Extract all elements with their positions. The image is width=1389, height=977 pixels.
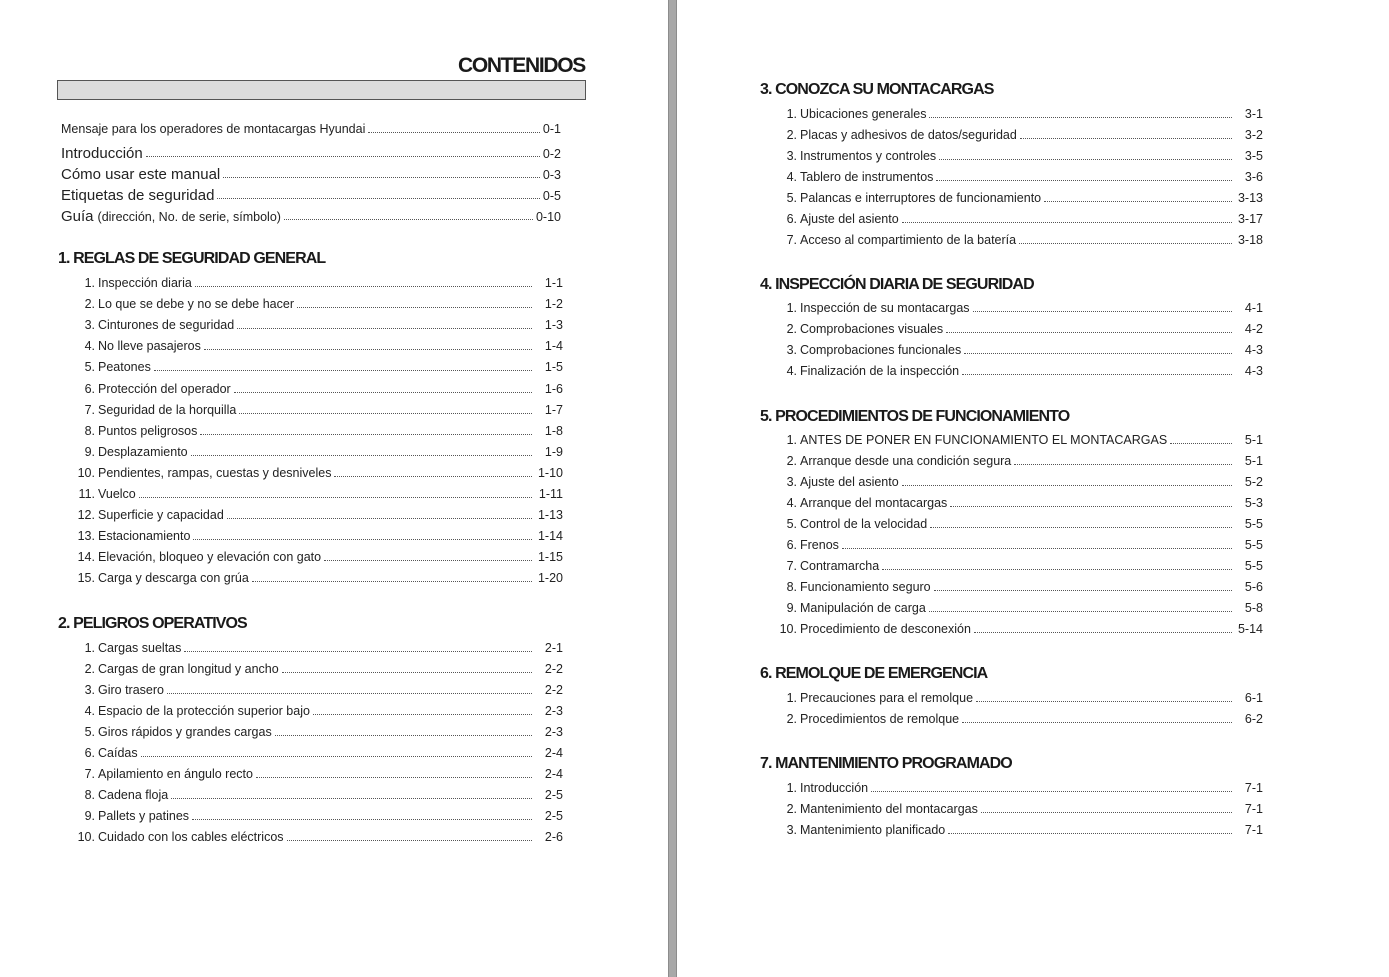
page-number: 6-2 (1244, 712, 1263, 726)
toc-entry[interactable] (65, 746, 563, 760)
entry-label: Superficie y capacidad (98, 508, 224, 522)
page-number: 1-4 (544, 339, 563, 353)
entry-label: Procedimiento de desconexión (800, 622, 971, 636)
dot-leader (297, 307, 532, 308)
page-number: 5-2 (1244, 475, 1263, 489)
page-number: 7-1 (1244, 802, 1263, 816)
toc-entry[interactable] (65, 704, 563, 718)
entry-label: Pendientes, rampas, cuestas y desniveles (98, 466, 332, 480)
entry-label: Lo que se debe y no se debe hacer (98, 297, 294, 311)
dot-leader (882, 569, 1232, 570)
toc-entry[interactable] (767, 454, 1263, 468)
entry-label: Protección del operador (98, 382, 231, 396)
dot-leader (936, 180, 1232, 181)
page-number: 7-1 (1244, 823, 1263, 837)
dot-leader (964, 353, 1232, 354)
entry-number: 2. (84, 297, 95, 311)
dot-leader (902, 485, 1232, 486)
entry-number: 5. (786, 191, 797, 205)
toc-entry[interactable] (767, 433, 1263, 447)
page-number: 1-8 (544, 424, 563, 438)
toc-entry[interactable] (767, 212, 1263, 226)
toc-entry[interactable] (65, 339, 563, 353)
dot-leader (313, 714, 532, 715)
dot-leader (284, 219, 533, 220)
dot-leader (871, 791, 1232, 792)
dot-leader (930, 527, 1232, 528)
entry-number: 1. (786, 691, 797, 705)
page-number: 4-2 (1244, 322, 1263, 336)
toc-entry[interactable] (65, 809, 563, 823)
entry-number: 4. (786, 170, 797, 184)
entry-number: 1. (84, 641, 95, 655)
page-number: 5-5 (1244, 559, 1263, 573)
entry-label: Cargas de gran longitud y ancho (98, 662, 279, 676)
entry-number: 6. (786, 212, 797, 226)
entry-label: Ubicaciones generales (800, 107, 927, 121)
entry-label: Precauciones para el remolque (800, 691, 974, 705)
dot-leader (929, 611, 1232, 612)
page-number: 1-13 (537, 508, 563, 522)
dot-leader (934, 590, 1232, 591)
entry-label: Comprobaciones funcionales (800, 343, 962, 357)
toc-entry[interactable] (767, 107, 1263, 121)
page-number: 2-5 (544, 809, 563, 823)
page-number: 1-5 (544, 360, 563, 374)
entry-label: Placas y adhesivos de datos/seguridad (800, 128, 1017, 142)
entry-number: 9. (84, 809, 95, 823)
entry-number: 9. (84, 445, 95, 459)
entry-number: 5. (84, 360, 95, 374)
toc-entry[interactable] (767, 343, 1263, 357)
entry-label: Cuidado con los cables eléctricos (98, 830, 284, 844)
toc-entry[interactable] (65, 788, 563, 802)
toc-entry[interactable] (767, 802, 1263, 816)
page-number: 4-3 (1244, 343, 1263, 357)
entry-label: Cómo usar este manual (61, 166, 221, 183)
dot-leader (962, 722, 1232, 723)
section-heading: 4. INSPECCIÓN DIARIA DE SEGURIDAD (760, 276, 1034, 293)
page-number: 2-4 (544, 746, 563, 760)
entry-label: Introducción (800, 781, 869, 795)
page-number: 3-18 (1237, 233, 1263, 247)
toc-entry[interactable] (767, 475, 1263, 489)
toc-entry[interactable] (767, 301, 1263, 315)
page-number: 1-15 (537, 550, 563, 564)
page-number: 5-1 (1244, 454, 1263, 468)
dot-leader (275, 735, 532, 736)
toc-entry[interactable] (767, 781, 1263, 795)
dot-leader (193, 539, 532, 540)
page-number: 3-13 (1237, 191, 1263, 205)
toc-entry[interactable] (65, 683, 563, 697)
dot-leader (929, 117, 1232, 118)
page-number: 0-10 (535, 210, 561, 224)
toc-entry[interactable] (65, 276, 563, 290)
entry-number: 11. (78, 487, 95, 501)
toc-entry[interactable] (65, 297, 563, 311)
entry-number: 6. (84, 382, 95, 396)
entry-label: Giros rápidos y grandes cargas (98, 725, 272, 739)
entry-number: 1. (786, 301, 797, 315)
entry-label: Mantenimiento planificado (800, 823, 946, 837)
entry-number: 8. (786, 580, 797, 594)
entry-number: 3. (84, 318, 95, 332)
toc-entry[interactable] (767, 691, 1263, 705)
page-number: 5-1 (1244, 433, 1263, 447)
entry-label: Procedimientos de remolque (800, 712, 960, 726)
toc-entry[interactable] (65, 466, 563, 480)
page-number: 1-1 (544, 276, 563, 290)
toc-entry[interactable] (61, 187, 561, 204)
page-number: 2-6 (544, 830, 563, 844)
toc-entry[interactable] (767, 538, 1263, 552)
entry-label: Pallets y patines (98, 809, 190, 823)
page-number: 1-11 (538, 487, 563, 501)
page-number: 1-7 (544, 403, 563, 417)
toc-entry[interactable] (65, 318, 563, 332)
page-number: 3-2 (1244, 128, 1263, 142)
entry-number: 10. (77, 830, 95, 844)
entry-label: Desplazamiento (98, 445, 188, 459)
toc-entry[interactable] (65, 360, 563, 374)
dot-leader (139, 497, 532, 498)
page-number: 1-2 (544, 297, 563, 311)
section-heading: 1. REGLAS DE SEGURIDAD GENERAL (58, 250, 326, 267)
page-number: 0-5 (542, 189, 561, 203)
toc-entry[interactable] (65, 382, 563, 396)
entry-number: 9. (786, 601, 797, 615)
entry-number: 3. (786, 475, 797, 489)
page-divider (668, 0, 677, 977)
entry-number: 2. (786, 802, 797, 816)
dot-leader (239, 413, 532, 414)
dot-leader (282, 672, 532, 673)
page-number: 1-10 (537, 466, 563, 480)
toc-entry[interactable] (61, 145, 561, 162)
toc-entry[interactable] (767, 496, 1263, 510)
dot-leader (973, 311, 1232, 312)
entry-number: 7. (84, 403, 95, 417)
entry-label: ANTES DE PONER EN FUNCIONAMIENTO EL MONTACARGAS (800, 433, 1168, 447)
toc-entry[interactable] (767, 559, 1263, 573)
page-number: 2-3 (544, 704, 563, 718)
entry-label: Giro trasero (98, 683, 164, 697)
entry-label: Acceso al compartimiento de la batería (800, 233, 1017, 247)
entry-label: Finalización de la inspección (800, 364, 960, 378)
dot-leader (1019, 243, 1232, 244)
dot-leader (234, 392, 532, 393)
dot-leader (191, 455, 532, 456)
page-number: 2-5 (544, 788, 563, 802)
toc-entry[interactable] (65, 830, 563, 844)
entry-label: Elevación, bloqueo y elevación con gato (98, 550, 322, 564)
page-number: 3-6 (1244, 170, 1263, 184)
entry-number: 10. (779, 622, 797, 636)
dot-leader (1020, 138, 1232, 139)
entry-number: 3. (786, 149, 797, 163)
section-heading: 7. MANTENIMIENTO PROGRAMADO (760, 755, 1012, 772)
toc-entry[interactable] (65, 550, 563, 564)
toc-entry[interactable] (767, 823, 1263, 837)
entry-number: 4. (84, 704, 95, 718)
section-heading: 6. REMOLQUE DE EMERGENCIA (760, 665, 988, 682)
section-heading: 3. CONOZCA SU MONTACARGAS (760, 81, 994, 98)
entry-number: 7. (786, 233, 797, 247)
dot-leader (976, 701, 1232, 702)
dot-leader (223, 177, 540, 178)
toc-entry[interactable] (65, 508, 563, 522)
entry-label: Instrumentos y controles (800, 149, 937, 163)
page-number: 2-1 (544, 641, 563, 655)
toc-entry[interactable] (65, 725, 563, 739)
entry-number: 7. (84, 767, 95, 781)
entry-number: 8. (84, 788, 95, 802)
toc-entry[interactable] (65, 445, 563, 459)
toc-entry[interactable] (767, 233, 1263, 247)
page-number: 2-4 (544, 767, 563, 781)
dot-leader (842, 548, 1232, 549)
entry-label: Inspección de su montacargas (800, 301, 970, 315)
toc-entry[interactable] (65, 403, 563, 417)
entry-number: 2. (786, 712, 797, 726)
section-heading: 5. PROCEDIMIENTOS DE FUNCIONAMIENTO (760, 408, 1070, 425)
entry-number: 12. (77, 508, 95, 522)
entry-number: 1. (786, 781, 797, 795)
entry-number: 1. (786, 107, 797, 121)
section-heading: 2. PELIGROS OPERATIVOS (58, 615, 247, 632)
toc-entry[interactable] (767, 580, 1263, 594)
dot-leader (368, 132, 540, 133)
page-number: 5-5 (1244, 538, 1263, 552)
toc-entry[interactable] (65, 571, 563, 585)
entry-number: 8. (84, 424, 95, 438)
toc-entry[interactable] (767, 622, 1263, 636)
entry-label: Tablero de instrumentos (800, 170, 934, 184)
entry-number: 3. (84, 683, 95, 697)
entry-label: Peatones (98, 360, 151, 374)
entry-number: 14. (77, 550, 95, 564)
entry-number: 4. (786, 364, 797, 378)
entry-label: Mantenimiento del montacargas (800, 802, 978, 816)
page-number: 0-1 (542, 122, 561, 136)
entry-label: Mensaje para los operadores de montacargas Hyundai (61, 122, 366, 136)
dot-leader (334, 476, 532, 477)
toc-entry[interactable] (65, 641, 563, 655)
dot-leader (256, 777, 532, 778)
dot-leader (217, 198, 539, 199)
dot-leader (287, 840, 532, 841)
entry-label: Cargas sueltas (98, 641, 182, 655)
page-number: 4-3 (1244, 364, 1263, 378)
dot-leader (974, 632, 1232, 633)
dot-leader (167, 693, 532, 694)
page-number: 3-5 (1244, 149, 1263, 163)
page-number: 3-17 (1237, 212, 1263, 226)
entry-number: 1. (786, 433, 797, 447)
toc-entry[interactable] (767, 149, 1263, 163)
toc-entry[interactable] (65, 424, 563, 438)
entry-label: Funcionamiento seguro (800, 580, 931, 594)
toc-entry[interactable] (767, 128, 1263, 142)
toc-entry[interactable] (767, 601, 1263, 615)
page-number: 0-3 (542, 168, 561, 182)
entry-label: No lleve pasajeros (98, 339, 201, 353)
dot-leader (981, 812, 1232, 813)
entry-label: Etiquetas de seguridad (61, 187, 215, 204)
dot-leader (1044, 201, 1232, 202)
dot-leader (324, 560, 532, 561)
page-number: 5-8 (1244, 601, 1263, 615)
dot-leader (184, 651, 532, 652)
page-number: 5-6 (1244, 580, 1263, 594)
dot-leader (1170, 443, 1232, 444)
entry-label: Arranque desde una condición segura (800, 454, 1012, 468)
toc-entry[interactable] (65, 767, 563, 781)
entry-number: 5. (84, 725, 95, 739)
entry-label: Guía (61, 208, 94, 225)
toc-entry[interactable] (65, 487, 563, 501)
entry-label: Cinturones de seguridad (98, 318, 235, 332)
entry-label: Introducción (61, 145, 143, 162)
dot-leader (200, 434, 532, 435)
entry-number: 10. (77, 466, 95, 480)
entry-label: Ajuste del asiento (800, 475, 899, 489)
entry-label: Carga y descarga con grúa (98, 571, 249, 585)
entry-number: 13. (77, 529, 95, 543)
dot-leader (154, 370, 532, 371)
entry-number: 7. (786, 559, 797, 573)
dot-leader (195, 286, 532, 287)
page-number: 1-6 (544, 382, 563, 396)
entry-number: 6. (84, 746, 95, 760)
entry-number: 6. (786, 538, 797, 552)
right-page (677, 0, 1389, 977)
dot-leader (948, 833, 1232, 834)
dot-leader (171, 798, 532, 799)
dot-leader (1014, 464, 1232, 465)
dot-leader (192, 819, 532, 820)
entry-number: 1. (84, 276, 95, 290)
entry-label: Comprobaciones visuales (800, 322, 944, 336)
toc-entry[interactable] (767, 712, 1263, 726)
page-number: 2-2 (544, 662, 563, 676)
entry-label: Apilamiento en ángulo recto (98, 767, 253, 781)
toc-entry[interactable] (767, 364, 1263, 378)
page-number: 0-2 (542, 147, 561, 161)
dot-leader (902, 222, 1232, 223)
dot-leader (146, 156, 540, 157)
entry-label: Frenos (800, 538, 839, 552)
page-number: 1-20 (537, 571, 563, 585)
dot-leader (237, 328, 532, 329)
entry-number: 3. (786, 343, 797, 357)
entry-label: Arranque del montacargas (800, 496, 948, 510)
entry-label-suffix: (dirección, No. de serie, símbolo) (97, 210, 281, 224)
entry-label: Inspección diaria (98, 276, 192, 290)
entry-number: 2. (786, 128, 797, 142)
entry-number: 2. (84, 662, 95, 676)
left-page (0, 0, 668, 977)
page-number: 1-9 (544, 445, 563, 459)
toc-entry[interactable] (767, 322, 1263, 336)
toc-entry[interactable] (61, 166, 561, 183)
toc-entry[interactable] (767, 170, 1263, 184)
toc-entry[interactable] (767, 517, 1263, 531)
page-number: 5-14 (1237, 622, 1263, 636)
entry-label: Contramarcha (800, 559, 880, 573)
dot-leader (950, 506, 1232, 507)
page-number: 6-1 (1244, 691, 1263, 705)
page-number: 3-1 (1244, 107, 1263, 121)
dot-leader (141, 756, 532, 757)
toc-entry[interactable] (65, 662, 563, 676)
entry-label: Puntos peligrosos (98, 424, 198, 438)
entry-number: 2. (786, 322, 797, 336)
entry-label: Seguridad de la horquilla (98, 403, 237, 417)
toc-entry[interactable] (61, 208, 561, 225)
dot-leader (946, 332, 1232, 333)
entry-label: Control de la velocidad (800, 517, 928, 531)
dot-leader (962, 374, 1232, 375)
entry-label: Vuelco (98, 487, 136, 501)
page-number: 5-3 (1244, 496, 1263, 510)
dot-leader (227, 518, 532, 519)
page-number: 4-1 (1244, 301, 1263, 315)
page-number: 5-5 (1244, 517, 1263, 531)
page-number: 2-3 (544, 725, 563, 739)
page-number: 1-14 (537, 529, 563, 543)
page-number: 7-1 (1244, 781, 1263, 795)
page-title: CONTENIDOS (457, 54, 585, 77)
entry-label: Cadena floja (98, 788, 169, 802)
title-bar (57, 80, 586, 100)
entry-number: 15. (77, 571, 95, 585)
dot-leader (939, 159, 1232, 160)
entry-number: 5. (786, 517, 797, 531)
entry-number: 3. (786, 823, 797, 837)
page-number: 2-2 (544, 683, 563, 697)
dot-leader (204, 349, 532, 350)
entry-label: Caídas (98, 746, 138, 760)
entry-number: 4. (786, 496, 797, 510)
page-number: 1-3 (544, 318, 563, 332)
entry-label: Ajuste del asiento (800, 212, 899, 226)
dot-leader (252, 581, 532, 582)
entry-label: Estacionamiento (98, 529, 191, 543)
entry-label: Palancas e interruptores de funcionamiento (800, 191, 1042, 205)
toc-entry[interactable] (65, 529, 563, 543)
entry-number: 2. (786, 454, 797, 468)
toc-entry[interactable] (61, 122, 561, 136)
entry-number: 4. (84, 339, 95, 353)
toc-entry[interactable] (767, 191, 1263, 205)
entry-label: Espacio de la protección superior bajo (98, 704, 310, 718)
entry-label: Manipulación de carga (800, 601, 926, 615)
